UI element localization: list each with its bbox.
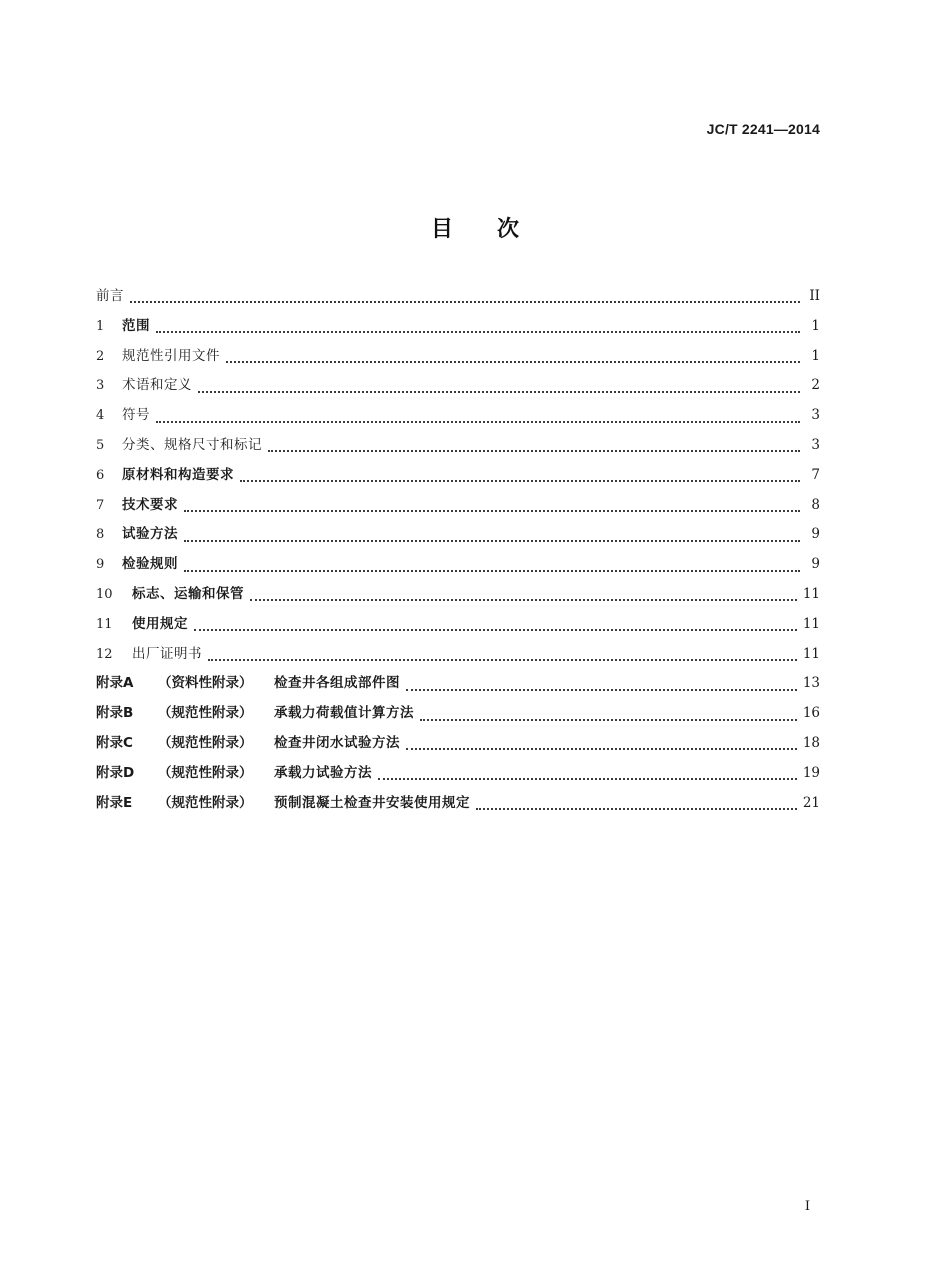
toc-entry-12[interactable] — [96, 640, 820, 670]
toc-entry-label: 原材料和构造要求 — [122, 466, 234, 483]
appendix-id: 附录D — [96, 764, 135, 781]
toc-entry-page: 9 — [811, 526, 820, 543]
appendix-type: （规范性附录） — [158, 764, 253, 781]
toc-entry-page: 1 — [811, 347, 820, 364]
toc-entry-4[interactable] — [96, 401, 820, 431]
toc-entry-label: 范围 — [122, 317, 150, 334]
toc-entry-1[interactable] — [96, 312, 820, 342]
toc-entry-label: 术语和定义 — [122, 377, 192, 394]
toc-leader-dots — [130, 300, 800, 303]
toc-leader-dots — [250, 598, 797, 601]
toc-leader-dots — [420, 718, 797, 721]
toc-entry-label: 预制混凝土检查井安装使用规定 — [274, 794, 470, 811]
toc-entry-label: 检验规则 — [122, 556, 178, 573]
toc-leader-dots — [184, 509, 800, 512]
toc-entry-page: 18 — [802, 734, 820, 751]
toc-entry-number: 2 — [96, 348, 105, 364]
toc-entry-label: 标志、运输和保管 — [132, 585, 244, 602]
toc-entry-label: 承载力荷载值计算方法 — [274, 705, 414, 722]
toc-leader-dots — [268, 449, 800, 452]
toc-entry-page: 9 — [811, 556, 820, 573]
document-code: JC/T 2241—2014 — [706, 121, 820, 137]
appendix-type: （规范性附录） — [158, 705, 253, 722]
page-number: I — [804, 1199, 810, 1214]
toc-entry-page: 3 — [811, 436, 820, 453]
toc-leader-dots — [156, 330, 800, 333]
toc-entry-page: 11 — [802, 615, 820, 632]
appendix-type: （资料性附录） — [158, 675, 253, 692]
toc-entry-7[interactable] — [96, 491, 820, 521]
toc-entry-9[interactable] — [96, 550, 820, 580]
toc-entry-11[interactable] — [96, 610, 820, 640]
toc-appendix-d[interactable] — [96, 759, 820, 789]
toc-entry-number: 4 — [96, 408, 105, 424]
toc-leader-dots — [240, 479, 800, 482]
appendix-type: （规范性附录） — [158, 734, 253, 751]
toc-entry-number: 7 — [96, 497, 105, 513]
toc-entry-number: 10 — [96, 586, 113, 602]
toc-entry-page: 3 — [811, 407, 820, 424]
appendix-id: 附录E — [96, 794, 133, 811]
toc-entry-number: 6 — [96, 467, 105, 483]
toc-leader-dots — [198, 390, 800, 393]
table-of-contents — [96, 282, 820, 818]
toc-entry-5[interactable] — [96, 431, 820, 461]
toc-leader-dots — [226, 360, 800, 363]
toc-entry-page: 19 — [802, 764, 820, 781]
toc-entry-page: 11 — [802, 585, 820, 602]
appendix-id: 附录A — [96, 675, 134, 692]
toc-leader-dots — [406, 688, 797, 691]
toc-entry-number: 12 — [96, 646, 113, 662]
toc-entry-page: 13 — [802, 675, 820, 692]
appendix-type: （规范性附录） — [158, 794, 253, 811]
toc-entry-label: 技术要求 — [122, 496, 178, 513]
toc-entry-number: 5 — [96, 437, 105, 453]
toc-leader-dots — [378, 777, 797, 780]
toc-entry-3[interactable] — [96, 371, 820, 401]
toc-entry-label: 规范性引用文件 — [122, 347, 220, 364]
toc-entry-label: 检查井各组成部件图 — [274, 675, 400, 692]
toc-appendix-a[interactable] — [96, 669, 820, 699]
toc-appendix-b[interactable] — [96, 699, 820, 729]
toc-leader-dots — [184, 569, 800, 572]
toc-entry-label: 使用规定 — [132, 615, 188, 632]
toc-entry-page: 2 — [811, 377, 820, 394]
toc-entry-8[interactable] — [96, 520, 820, 550]
toc-entry-label: 符号 — [122, 407, 150, 424]
toc-entry-foreword[interactable] — [96, 282, 820, 312]
toc-entry-label: 检查井闭水试验方法 — [274, 734, 400, 751]
toc-appendix-e[interactable] — [96, 789, 820, 819]
toc-entry-10[interactable] — [96, 580, 820, 610]
toc-entry-label: 前言 — [96, 288, 124, 304]
toc-entry-number: 11 — [96, 616, 113, 632]
toc-appendix-c[interactable] — [96, 729, 820, 759]
toc-entry-page: 1 — [811, 317, 820, 334]
toc-entry-label: 分类、规格尺寸和标记 — [122, 436, 262, 453]
appendix-id: 附录B — [96, 705, 134, 722]
toc-entry-page: 7 — [811, 466, 820, 483]
toc-entry-label: 承载力试验方法 — [274, 764, 372, 781]
toc-entry-page: 16 — [802, 705, 820, 722]
toc-entry-number: 3 — [96, 378, 105, 394]
toc-leader-dots — [208, 658, 797, 661]
toc-entry-number: 8 — [96, 527, 105, 543]
toc-entry-page: 11 — [802, 645, 820, 662]
toc-leader-dots — [476, 807, 797, 810]
toc-leader-dots — [406, 747, 797, 750]
toc-entry-label: 出厂证明书 — [132, 645, 202, 662]
toc-leader-dots — [156, 420, 800, 423]
toc-entry-label: 试验方法 — [122, 526, 178, 543]
toc-entry-page: 8 — [811, 496, 820, 513]
toc-leader-dots — [194, 628, 797, 631]
toc-entry-2[interactable] — [96, 342, 820, 372]
toc-entry-number: 1 — [96, 318, 105, 334]
appendix-id: 附录C — [96, 734, 133, 751]
toc-entry-number: 9 — [96, 557, 105, 573]
toc-entry-page: II — [809, 288, 820, 304]
toc-entry-page: 21 — [802, 794, 820, 811]
page-title: 目次 — [430, 217, 563, 242]
toc-entry-6[interactable] — [96, 461, 820, 491]
toc-leader-dots — [184, 539, 800, 542]
